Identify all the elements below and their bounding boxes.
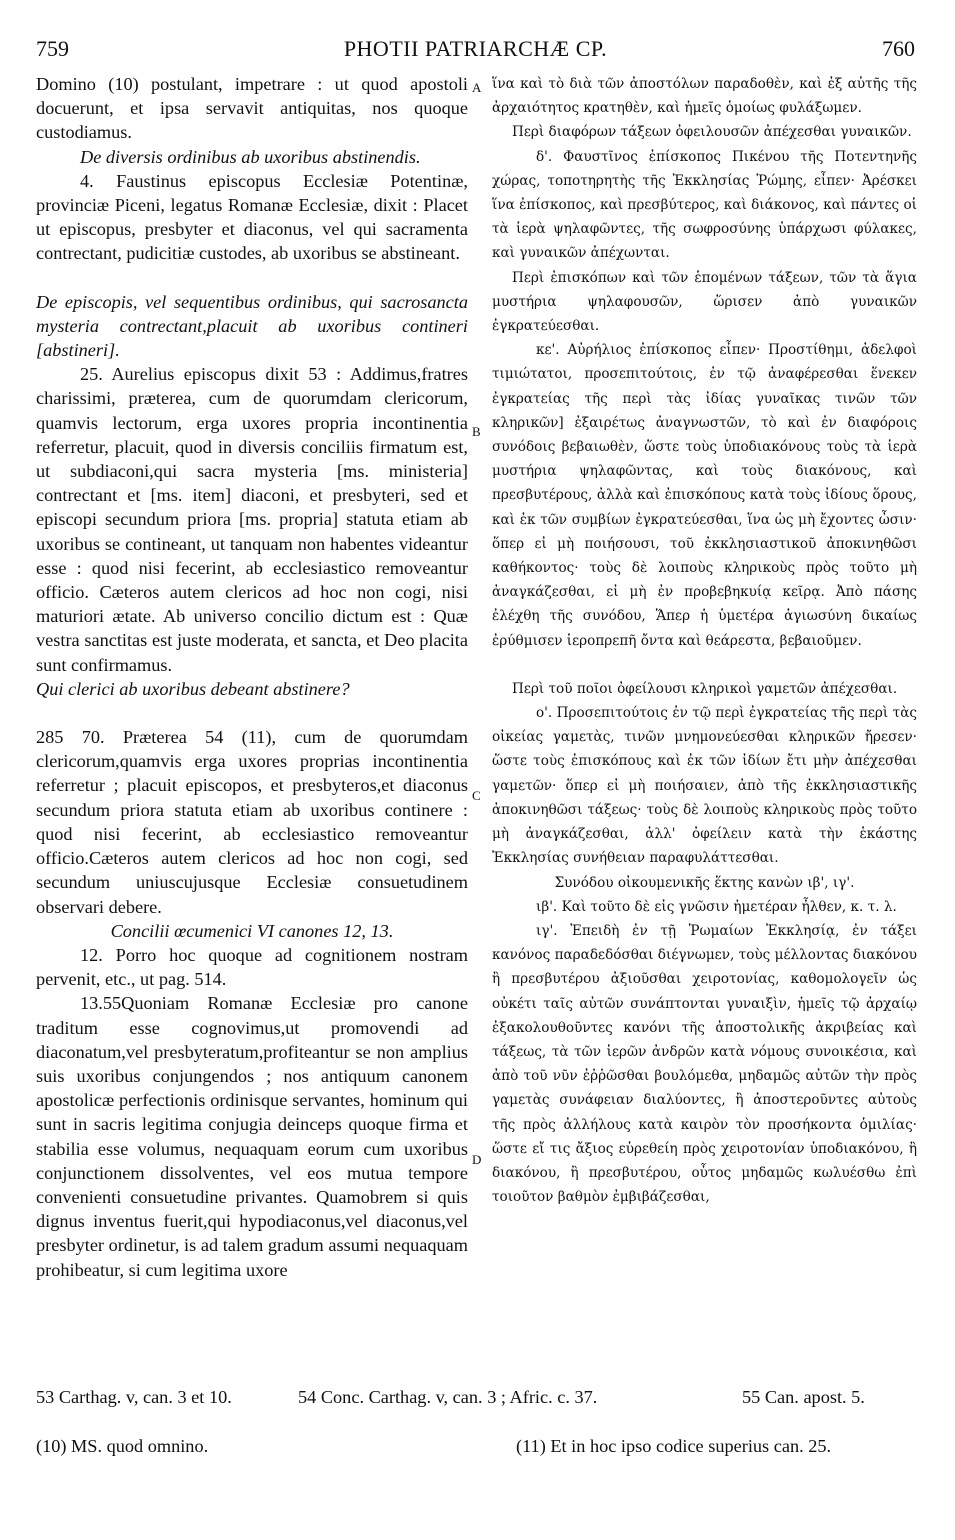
- footnote-54: 54 Conc. Carthag. v, can. 3 ; Afric. c. 37.: [298, 1387, 598, 1407]
- latin-heading-4: Concilii œcumenici VI canones 12, 13.: [110, 920, 394, 941]
- latin-para-3: 25. Aurelius episcopus dixit 53 : Addimus,fratres charissimi, præterea, cum de quorumdam clericorum, quamvis lectorum, erga uxores propria incontinentia referretur, placuit, quod in diversis conciliis firmatum est, ut subdiaconi,qui sacra mysteria [ms. ministeria] contrectant et [ms. item] diaconi, et presbyteri, sed et episcopi secundum priora [ms. propria] statuta etiam ab uxoribus se contineant, ut tanquam non habentes videantur esse : quod nisi fecerint, ab ecclesiastico removeantur officio. Cæteros autem clericos ad hoc non cogi, nisi maturiori ætate. Ab universo concilio dictum est : Quæ vestra sanctitas est juste moderata, et sancta, et Deo placita sunt confirmamus.: [36, 364, 468, 675]
- running-title: PHOTII PATRIARCHÆ CP.: [343, 36, 608, 61]
- latin-heading-2: De episcopis, vel sequentibus ordinibus, qui sacrosancta mysteria contrectant,placuit ab uxoribus contineri [abstineri].: [36, 291, 468, 361]
- greek-heading-2: Περὶ ἐπισκόπων καὶ τῶν ἑπομένων τάξεων, τῶν τὰ ἅγια μυστήρια ψηλαφουσῶν, ὥρισεν ἀπὸ γυναικῶν ἐγκρατεύεσθαι.: [492, 269, 917, 335]
- greek-para-5: ιβ'. Καὶ τοῦτο δὲ εἰς γνῶσιν ἡμετέραν ἦλθεν, κ. τ. λ.: [536, 898, 897, 915]
- running-header: [36, 30, 915, 70]
- greek-para-3: κε'. Αὐρήλιος ἐπίσκοπος εἶπεν· Προστίθημι, ἀδελφοὶ τιμιώτατοι, προσεπιτούτοις, ἐν τῷ ἀναφέρεσθαι ἕνεκεν ἐγκρατείας τῆς περὶ τὰς ἰδίας γυναῖκας τινῶν τῶν κληρικῶν] ἐξαιρέτως ἀναγνωστῶν, τὸ καὶ ἐν διαφόροις συνόδοις βεβαιωθὲν, ὥστε τοὺς ὑποδιακόνους τοὺς τὰ ἱερὰ μυστήρια ψηλαφῶντας, καὶ τοὺς διακόνους, καὶ πρεσβυτέρους, ἀλλὰ καὶ ἐπισκόπους κατὰ τοὺς ἰδίους ὅρους, καὶ ἐκ τῶν συμβίων ἐγκρατεύεσθαι, ἵνα ὡς μὴ ἔχοντες ὦσιν· ὅπερ εἰ μὴ ποιήσουσι, τοῦ ἐκκλησιαστικοῦ ἀποκινηθῶσι καθήκοντος· τοὺς δὲ λοιποὺς κληρικοὺς πρὸς τοῦτο μὴ ἀναγκάζεσθαι, εἰ μὴ ἐν προβεβηκυίᾳ κεῖρᾳ. Ἀπὸ πάσης ἐλέχθη τῆς συνόδου, Ἅπερ ἡ ὑμετέρα ἁγιωσύνη δικαίως ἐρύθμισεν ἱεροπρεπῆ ὄντα καὶ θεάρεστα, βεβαιοῦμεν.: [492, 342, 917, 649]
- latin-column: [36, 72, 468, 1282]
- latin-para-4: 285 70. Præterea 54 (11), cum de quorumdam clericorum,quamvis erga uxores proprias incontinentia referretur ; placuit episcopos, et presbyteros,et diaconus secundum priora statuta etiam ab uxoribus continere : quod nisi fecerint, ab ecclesiastico removeantur officio.Cæteros autem clericos ad hoc non cogi, sed secundum uniuscujusque Ecclesiæ consuetudinem observari debere.: [36, 727, 468, 917]
- greek-heading-3: Περὶ τοῦ ποῖοι ὀφείλουσι κληρικοὶ γαμετῶν ἀπέχεσθαι.: [512, 680, 898, 697]
- section-marker-d: D: [472, 1152, 482, 1167]
- latin-heading-3: Qui clerici ab uxoribus debeant abstinere?: [36, 678, 350, 699]
- page-number-left: 759: [36, 36, 69, 61]
- greek-para-4: ο'. Προσεπιτούτοις ἐν τῷ περὶ ἐγκρατείας τῆς περὶ τὰς οἰκείας γαμετὰς, τινῶν μνημονεύεσθαι κληρικῶν ἤρεσεν· ὥστε τοὺς ἐπισκόπους καὶ ἐκ τῶν ἰδίων ἔτι μὴν ἀπέχεσθαι γαμετῶν· ὅπερ εἰ μὴ ποιήσαιεν, ἀπὸ τῆς ἐκκλησιαστικῆς ἀποκινηθῶσι τάξεως· τοὺς δὲ λοιποὺς κληρικοὺς πρὸς τοῦτο μὴ ἀναγκάζεσθαι, ἀλλ' ὀφείλειν κατὰ τὴν ἑκάστης Ἐκκλησίας συνήθειαν παραφυλάττεσθαι.: [492, 705, 917, 867]
- footnote-55: 55 Can. apost. 5.: [742, 1387, 865, 1407]
- latin-para-6: 13.55Quoniam Romanæ Ecclesiæ pro canone traditum esse cognovimus,ut promovendi ad diaconatum,vel presbyteratum,profiteantur se non amplius suis uxoribus conjungendos ; nos antiquum canonem apostolicæ perfectionis ordinisque servantes, hominum qui sunt in sacris legitima conjugia deinceps quoque firma et stabilia esse volumus, nequaquam eorum cum uxoribus conjunctionem dissolventes, vel eos mutua tempore convenienti consuetudine privantes. Quamobrem si quis dignus inventus fuerit,qui hypodiaconus,vel diaconus,vel presbyter ordinetur, is ad talem gradum assumi nequaquam prohibeatur, si cum legitima uxore: [36, 993, 468, 1280]
- greek-column: [492, 72, 917, 1209]
- greek-para-2: δ'. Φαυστῖνος ἐπίσκοπος Πικένου τῆς Ποτεντηνῆς χώρας, τοποτηρητὴς τῆς Ἐκκλησίας Ῥώμης, εἶπεν· Ἀρέσκει ἵνα ἐπίσκοπος, καὶ πρεσβύτερος, καὶ διάκονος, καὶ πάντες οἱ τὰ ἱερὰ ψηλαφῶντες, τῆς σωφροσύνης ὑπάρχωσι φύλακες, καὶ γυναικῶν ἀπέχωνται.: [492, 148, 917, 262]
- section-marker-b: B: [472, 424, 481, 439]
- greek-heading-1: Περὶ διαφόρων τάξεων ὀφειλουσῶν ἀπέχεσθαι γυναικῶν.: [512, 124, 912, 141]
- greek-para-6: ιγ'. Ἐπειδὴ ἐν τῇ Ῥωμαίων Ἐκκλησίᾳ, ἐν τάξει κανόνος παραδεδόσθαι διέγνωμεν, τοὺς μέλλοντας διακόνου ἢ πρεσβυτέρου ἀξιοῦσθαι χειροτονίας, καθομολογεῖν ὡς οὐκέτι ταῖς αὐτῶν συνάπτονται γυναιξὶν, ἡμεῖς τῷ ἀρχαίῳ ἐξακολουθοῦντες κανόνι τῆς ἀποστολικῆς ἀκριβείας καὶ τάξεως, τὰ τῶν ἱερῶν ἀνδρῶν κατὰ νόμους συνοικέσια, καὶ ἀπὸ τοῦ νῦν ἐῤῥῶσθαι βουλόμεθα, μηδαμῶς αὐτῶν τὴν πρὸς γαμετὰς συνάφειαν διαλύοντες, ἢ ἀποστεροῦντες αὐτοὺς τῆς πρὸς ἀλλήλους κατὰ καιρὸν τὸν προσήκοντα ὁμιλίας· ὥστε εἴ τις ἄξιος εὑρεθείη πρὸς χειροτονίαν ὑποδιακόνου, ἢ διακόνου, ἢ πρεσβυτέρου, οὗτος μηδαμῶς κωλυέσθω ἐπὶ τοιοῦτον βαθμὸν ἐμβιβάζεσθαι,: [492, 922, 917, 1206]
- page-number-right: 760: [882, 36, 915, 61]
- section-marker-c: C: [472, 788, 481, 803]
- greek-heading-4: Συνόδου οἰκουμενικῆς ἕκτης κανὼν ιβ', ιγ'.: [554, 874, 855, 891]
- greek-para-1: ἵνα καὶ τὸ διὰ τῶν ἀποστόλων παραδοθὲν, καὶ ἐξ αὐτῆς τῆς ἀρχαιότητος κρατηθὲν, καὶ ἡμεῖς ὁμοίως φυλάξωμεν.: [492, 76, 917, 117]
- latin-heading-1: De diversis ordinibus ab uxoribus abstinendis.: [80, 146, 421, 167]
- latin-para-5: 12. Porro hoc quoque ad cognitionem nostram pervenit, etc., ut pag. 514.: [36, 944, 468, 990]
- section-marker-a: A: [472, 80, 482, 95]
- footnote-53: 53 Carthag. v, can. 3 et 10.: [36, 1387, 232, 1407]
- footnote-11: (11) Et in hoc ipso codice superius can. 25.: [516, 1436, 832, 1456]
- latin-para-2: 4. Faustinus episcopus Ecclesiæ Potentinæ, provinciæ Piceni, legatus Romanæ Ecclesiæ, dixit : Placet ut episcopus, presbyter et diaconus, vel qui sacramenta contrectant, pudicitiæ custodes, ab uxoribus se abstineant.: [36, 170, 468, 264]
- latin-para-1: Domino (10) postulant, impetrare : ut quod apostoli docuerunt, et ipsa servavit antiquitas, nos quoque custodiamus.: [36, 74, 468, 143]
- footnote-10: (10) MS. quod omnino.: [36, 1436, 209, 1456]
